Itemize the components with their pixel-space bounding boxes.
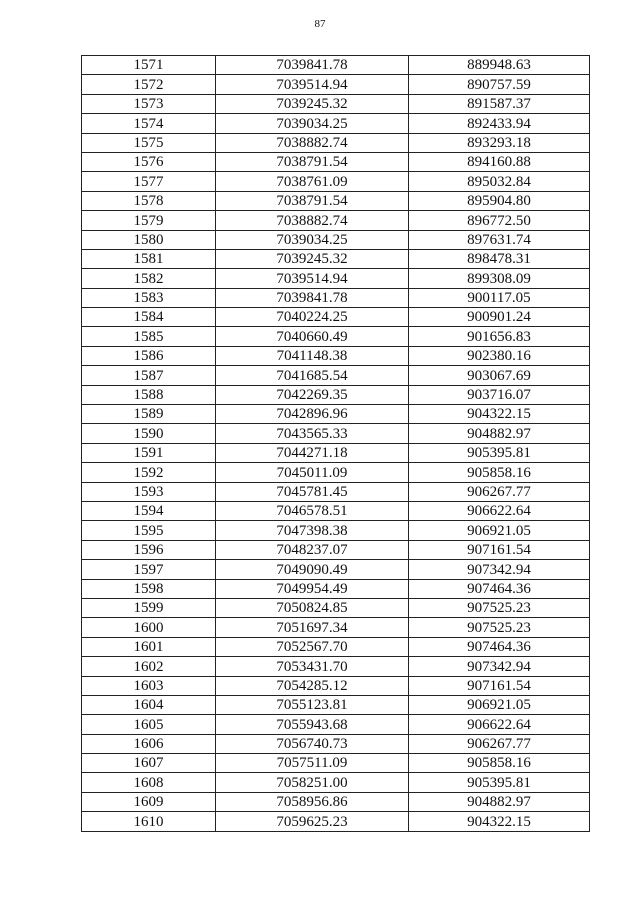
y-coordinate-cell: 892433.94: [409, 114, 590, 133]
point-number-cell: 1598: [82, 579, 216, 598]
y-coordinate-cell: 907525.23: [409, 598, 590, 617]
table-row: [82, 308, 590, 327]
y-coordinate-cell: 891587.37: [409, 94, 590, 113]
y-coordinate-cell: 907342.94: [409, 657, 590, 676]
table-row: [82, 676, 590, 695]
x-coordinate-cell: 7052567.70: [216, 637, 409, 656]
y-coordinate-cell: 899308.09: [409, 269, 590, 288]
point-number-cell: 1596: [82, 540, 216, 559]
point-number-cell: 1580: [82, 230, 216, 249]
y-coordinate-cell: 900117.05: [409, 288, 590, 307]
table-row: [82, 618, 590, 637]
x-coordinate-cell: 7042896.96: [216, 405, 409, 424]
point-number-cell: 1606: [82, 734, 216, 753]
x-coordinate-cell: 7039034.25: [216, 114, 409, 133]
point-number-cell: 1595: [82, 521, 216, 540]
x-coordinate-cell: 7041685.54: [216, 366, 409, 385]
x-coordinate-cell: 7049090.49: [216, 560, 409, 579]
y-coordinate-cell: 902380.16: [409, 346, 590, 365]
y-coordinate-cell: 901656.83: [409, 327, 590, 346]
y-coordinate-cell: 898478.31: [409, 249, 590, 268]
point-number-cell: 1572: [82, 75, 216, 94]
point-number-cell: 1579: [82, 211, 216, 230]
point-number-cell: 1581: [82, 249, 216, 268]
coordinates-table: [81, 55, 590, 832]
point-number-cell: 1576: [82, 152, 216, 171]
table-row: [82, 773, 590, 792]
x-coordinate-cell: 7039841.78: [216, 56, 409, 75]
point-number-cell: 1608: [82, 773, 216, 792]
y-coordinate-cell: 906921.05: [409, 521, 590, 540]
x-coordinate-cell: 7038791.54: [216, 191, 409, 210]
x-coordinate-cell: 7046578.51: [216, 501, 409, 520]
point-number-cell: 1578: [82, 191, 216, 210]
point-number-cell: 1602: [82, 657, 216, 676]
point-number-cell: 1594: [82, 501, 216, 520]
point-number-cell: 1591: [82, 443, 216, 462]
table-row: [82, 230, 590, 249]
x-coordinate-cell: 7042269.35: [216, 385, 409, 404]
x-coordinate-cell: 7054285.12: [216, 676, 409, 695]
point-number-cell: 1584: [82, 308, 216, 327]
y-coordinate-cell: 906921.05: [409, 695, 590, 714]
y-coordinate-cell: 889948.63: [409, 56, 590, 75]
x-coordinate-cell: 7050824.85: [216, 598, 409, 617]
y-coordinate-cell: 906267.77: [409, 734, 590, 753]
table-row: [82, 501, 590, 520]
y-coordinate-cell: 907464.36: [409, 637, 590, 656]
table-row: [82, 133, 590, 152]
point-number-cell: 1588: [82, 385, 216, 404]
y-coordinate-cell: 905395.81: [409, 773, 590, 792]
table-row: [82, 269, 590, 288]
table-row: [82, 172, 590, 191]
table-row: [82, 754, 590, 773]
point-number-cell: 1610: [82, 812, 216, 831]
x-coordinate-cell: 7055943.68: [216, 715, 409, 734]
table-row: [82, 211, 590, 230]
y-coordinate-cell: 900901.24: [409, 308, 590, 327]
y-coordinate-cell: 895904.80: [409, 191, 590, 210]
x-coordinate-cell: 7051697.34: [216, 618, 409, 637]
point-number-cell: 1609: [82, 792, 216, 811]
point-number-cell: 1571: [82, 56, 216, 75]
x-coordinate-cell: 7038882.74: [216, 211, 409, 230]
point-number-cell: 1574: [82, 114, 216, 133]
x-coordinate-cell: 7053431.70: [216, 657, 409, 676]
point-number-cell: 1585: [82, 327, 216, 346]
point-number-cell: 1592: [82, 463, 216, 482]
x-coordinate-cell: 7045781.45: [216, 482, 409, 501]
y-coordinate-cell: 907161.54: [409, 540, 590, 559]
y-coordinate-cell: 907464.36: [409, 579, 590, 598]
y-coordinate-cell: 890757.59: [409, 75, 590, 94]
point-number-cell: 1604: [82, 695, 216, 714]
table-row: [82, 715, 590, 734]
table-row: [82, 443, 590, 462]
x-coordinate-cell: 7039034.25: [216, 230, 409, 249]
table-row: [82, 385, 590, 404]
y-coordinate-cell: 906622.64: [409, 501, 590, 520]
table-row: [82, 75, 590, 94]
table-row: [82, 405, 590, 424]
point-number-cell: 1582: [82, 269, 216, 288]
point-number-cell: 1573: [82, 94, 216, 113]
y-coordinate-cell: 907342.94: [409, 560, 590, 579]
point-number-cell: 1589: [82, 405, 216, 424]
x-coordinate-cell: 7039841.78: [216, 288, 409, 307]
table-row: [82, 327, 590, 346]
point-number-cell: 1587: [82, 366, 216, 385]
point-number-cell: 1605: [82, 715, 216, 734]
table-row: [82, 366, 590, 385]
y-coordinate-cell: 905858.16: [409, 463, 590, 482]
point-number-cell: 1583: [82, 288, 216, 307]
page-number: 87: [314, 18, 326, 30]
table-row: [82, 637, 590, 656]
y-coordinate-cell: 896772.50: [409, 211, 590, 230]
point-number-cell: 1586: [82, 346, 216, 365]
x-coordinate-cell: 7055123.81: [216, 695, 409, 714]
x-coordinate-cell: 7038761.09: [216, 172, 409, 191]
table-row: [82, 579, 590, 598]
point-number-cell: 1575: [82, 133, 216, 152]
x-coordinate-cell: 7058251.00: [216, 773, 409, 792]
point-number-cell: 1600: [82, 618, 216, 637]
x-coordinate-cell: 7044271.18: [216, 443, 409, 462]
y-coordinate-cell: 894160.88: [409, 152, 590, 171]
y-coordinate-cell: 895032.84: [409, 172, 590, 191]
y-coordinate-cell: 904322.15: [409, 812, 590, 831]
x-coordinate-cell: 7040660.49: [216, 327, 409, 346]
x-coordinate-cell: 7048237.07: [216, 540, 409, 559]
table-row: [82, 56, 590, 75]
y-coordinate-cell: 893293.18: [409, 133, 590, 152]
y-coordinate-cell: 904322.15: [409, 405, 590, 424]
coordinates-table-body: [82, 56, 590, 832]
point-number-cell: 1577: [82, 172, 216, 191]
table-row: [82, 598, 590, 617]
y-coordinate-cell: 904882.97: [409, 424, 590, 443]
x-coordinate-cell: 7039514.94: [216, 269, 409, 288]
x-coordinate-cell: 7039514.94: [216, 75, 409, 94]
table-row: [82, 657, 590, 676]
table-row: [82, 94, 590, 113]
x-coordinate-cell: 7056740.73: [216, 734, 409, 753]
table-row: [82, 812, 590, 831]
y-coordinate-cell: 905395.81: [409, 443, 590, 462]
table-row: [82, 191, 590, 210]
x-coordinate-cell: 7059625.23: [216, 812, 409, 831]
y-coordinate-cell: 903067.69: [409, 366, 590, 385]
x-coordinate-cell: 7043565.33: [216, 424, 409, 443]
x-coordinate-cell: 7039245.32: [216, 249, 409, 268]
x-coordinate-cell: 7057511.09: [216, 754, 409, 773]
x-coordinate-cell: 7041148.38: [216, 346, 409, 365]
x-coordinate-cell: 7058956.86: [216, 792, 409, 811]
y-coordinate-cell: 897631.74: [409, 230, 590, 249]
table-row: [82, 734, 590, 753]
x-coordinate-cell: 7047398.38: [216, 521, 409, 540]
y-coordinate-cell: 906622.64: [409, 715, 590, 734]
table-row: [82, 695, 590, 714]
y-coordinate-cell: 907161.54: [409, 676, 590, 695]
table-row: [82, 463, 590, 482]
y-coordinate-cell: 906267.77: [409, 482, 590, 501]
y-coordinate-cell: 903716.07: [409, 385, 590, 404]
table-row: [82, 346, 590, 365]
point-number-cell: 1607: [82, 754, 216, 773]
point-number-cell: 1603: [82, 676, 216, 695]
x-coordinate-cell: 7038882.74: [216, 133, 409, 152]
table-row: [82, 521, 590, 540]
x-coordinate-cell: 7045011.09: [216, 463, 409, 482]
table-row: [82, 114, 590, 133]
table-row: [82, 482, 590, 501]
point-number-cell: 1599: [82, 598, 216, 617]
point-number-cell: 1593: [82, 482, 216, 501]
table-row: [82, 152, 590, 171]
point-number-cell: 1590: [82, 424, 216, 443]
table-row: [82, 560, 590, 579]
point-number-cell: 1597: [82, 560, 216, 579]
y-coordinate-cell: 904882.97: [409, 792, 590, 811]
x-coordinate-cell: 7040224.25: [216, 308, 409, 327]
y-coordinate-cell: 905858.16: [409, 754, 590, 773]
x-coordinate-cell: 7038791.54: [216, 152, 409, 171]
table-row: [82, 792, 590, 811]
table-row: [82, 424, 590, 443]
x-coordinate-cell: 7049954.49: [216, 579, 409, 598]
table-row: [82, 288, 590, 307]
point-number-cell: 1601: [82, 637, 216, 656]
table-row: [82, 540, 590, 559]
y-coordinate-cell: 907525.23: [409, 618, 590, 637]
x-coordinate-cell: 7039245.32: [216, 94, 409, 113]
table-row: [82, 249, 590, 268]
